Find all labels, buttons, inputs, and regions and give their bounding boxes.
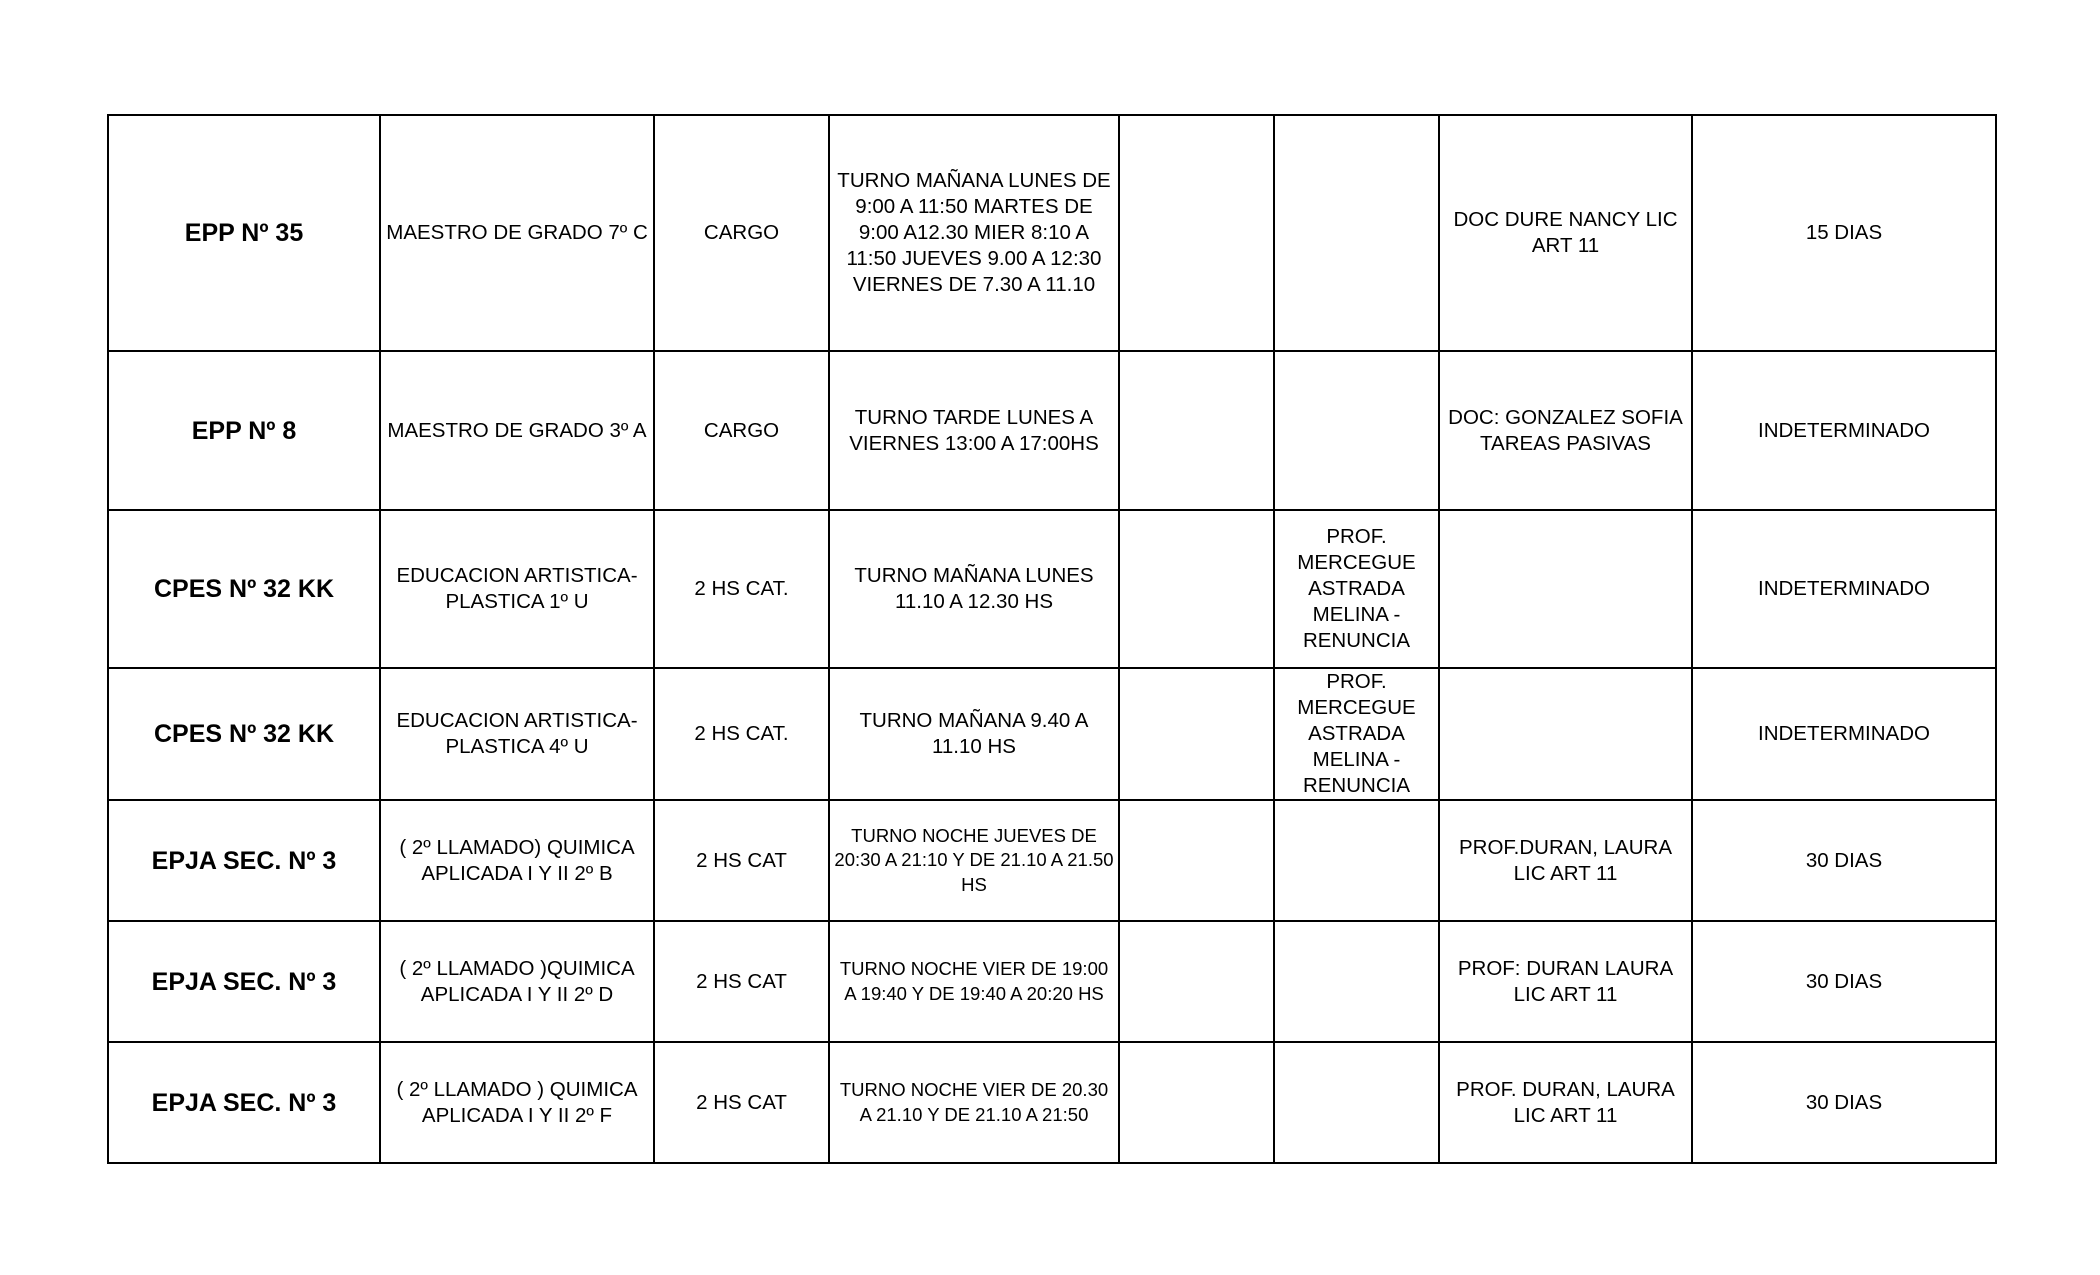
table-row [108,921,1996,1042]
subject-cell: MAESTRO DE GRADO 3º A [380,351,654,510]
duration-cell: INDETERMINADO [1692,351,1996,510]
subject-cell: EDUCACION ARTISTICA-PLASTICA 4º U [380,668,654,800]
replaced-teacher-cell: PROF.DURAN, LAURA LIC ART 11 [1439,800,1692,921]
duration-cell: 30 DIAS [1692,921,1996,1042]
resignation-cell [1274,921,1439,1042]
table-row [108,668,1996,800]
resignation-cell: PROF. MERCEGUE ASTRADA MELINA - RENUNCIA [1274,668,1439,800]
table-row [108,1042,1996,1163]
schedule-cell: TURNO NOCHE VIER DE 20.30 A 21.10 Y DE 21.10 A 21:50 [829,1042,1119,1163]
school-cell: EPP Nº 35 [108,115,380,351]
school-cell: CPES Nº 32 KK [108,510,380,668]
subject-cell: ( 2º LLAMADO) QUIMICA APLICADA I Y II 2º B [380,800,654,921]
subject-cell: ( 2º LLAMADO )QUIMICA APLICADA I Y II 2º D [380,921,654,1042]
resignation-cell [1274,800,1439,921]
replaced-teacher-cell: DOC DURE NANCY LIC ART 11 [1439,115,1692,351]
empty-cell [1119,115,1274,351]
schedule-cell: TURNO MAÑANA LUNES DE 9:00 A 11:50 MARTES DE 9:00 A12.30 MIER 8:10 A 11:50 JUEVES 9.00 A 12:30 VIERNES DE 7.30 A 11.10 [829,115,1119,351]
vacancies-table [107,114,1997,1164]
schedule-cell: TURNO NOCHE VIER DE 19:00 A 19:40 Y DE 19:40 A 20:20 HS [829,921,1119,1042]
table-row [108,351,1996,510]
table-row [108,510,1996,668]
school-cell: EPJA SEC. Nº 3 [108,921,380,1042]
empty-cell [1119,1042,1274,1163]
duration-cell: INDETERMINADO [1692,668,1996,800]
type-cell: 2 HS CAT [654,800,829,921]
type-cell: CARGO [654,115,829,351]
schedule-cell: TURNO NOCHE JUEVES DE 20:30 A 21:10 Y DE 21.10 A 21.50 HS [829,800,1119,921]
type-cell: CARGO [654,351,829,510]
type-cell: 2 HS CAT [654,1042,829,1163]
table-row [108,115,1996,351]
empty-cell [1119,510,1274,668]
replaced-teacher-cell: DOC: GONZALEZ SOFIA TAREAS PASIVAS [1439,351,1692,510]
school-cell: EPJA SEC. Nº 3 [108,800,380,921]
replaced-teacher-cell: PROF: DURAN LAURA LIC ART 11 [1439,921,1692,1042]
empty-cell [1119,921,1274,1042]
type-cell: 2 HS CAT. [654,510,829,668]
subject-cell: MAESTRO DE GRADO 7º C [380,115,654,351]
schedule-cell: TURNO TARDE LUNES A VIERNES 13:00 A 17:00HS [829,351,1119,510]
replaced-teacher-cell [1439,668,1692,800]
replaced-teacher-cell [1439,510,1692,668]
duration-cell: 30 DIAS [1692,800,1996,921]
table-row [108,800,1996,921]
school-cell: EPJA SEC. Nº 3 [108,1042,380,1163]
type-cell: 2 HS CAT [654,921,829,1042]
schedule-cell: TURNO MAÑANA LUNES 11.10 A 12.30 HS [829,510,1119,668]
empty-cell [1119,668,1274,800]
duration-cell: 15 DIAS [1692,115,1996,351]
school-cell: CPES Nº 32 KK [108,668,380,800]
empty-cell [1119,351,1274,510]
subject-cell: ( 2º LLAMADO ) QUIMICA APLICADA I Y II 2º F [380,1042,654,1163]
duration-cell: 30 DIAS [1692,1042,1996,1163]
replaced-teacher-cell: PROF. DURAN, LAURA LIC ART 11 [1439,1042,1692,1163]
resignation-cell: PROF. MERCEGUE ASTRADA MELINA - RENUNCIA [1274,510,1439,668]
schedule-cell: TURNO MAÑANA 9.40 A 11.10 HS [829,668,1119,800]
resignation-cell [1274,115,1439,351]
duration-cell: INDETERMINADO [1692,510,1996,668]
school-cell: EPP Nº 8 [108,351,380,510]
empty-cell [1119,800,1274,921]
subject-cell: EDUCACION ARTISTICA-PLASTICA 1º U [380,510,654,668]
resignation-cell [1274,351,1439,510]
type-cell: 2 HS CAT. [654,668,829,800]
resignation-cell [1274,1042,1439,1163]
